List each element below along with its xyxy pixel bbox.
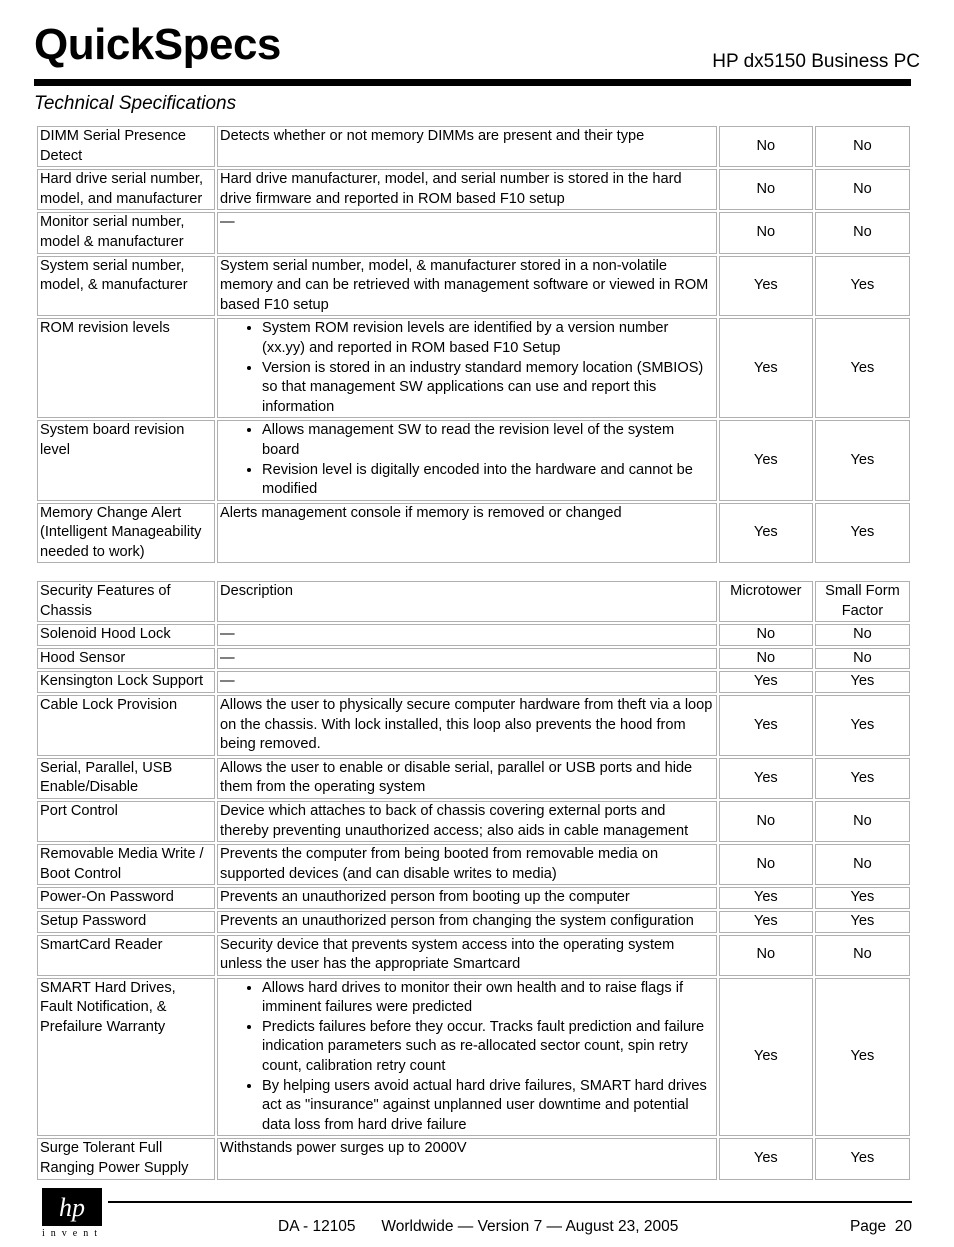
table-row — [37, 758, 910, 799]
header-small-form-factor: Small Form Factor — [815, 581, 910, 622]
small-form-factor-cell: No — [815, 126, 910, 167]
table-row — [37, 648, 910, 670]
bullet-item: • System ROM revision levels are identified by a version number (xx.yy) and reported in ROM based F10 Setup — [262, 319, 714, 358]
table-row — [37, 1138, 910, 1179]
table-row — [37, 844, 910, 885]
bullet-list — [220, 421, 714, 499]
description-cell: — — [217, 212, 717, 253]
header-feature: Security Features of Chassis — [37, 581, 215, 622]
small-form-factor-cell: Yes — [815, 695, 910, 756]
description-cell: — — [217, 648, 717, 670]
description-cell — [217, 420, 717, 500]
microtower-cell: Yes — [719, 671, 813, 693]
document-info: DA - 12105 Worldwide — Version 7 — August 23, 2005 — [278, 1218, 679, 1235]
microtower-cell: Yes — [719, 978, 813, 1137]
bullet-item: • Allows hard drives to monitor their own health and to raise flags if imminent failures were predicted — [262, 979, 714, 1018]
description-cell: Prevents an unauthorized person from booting up the computer — [217, 887, 717, 909]
small-form-factor-cell: No — [815, 648, 910, 670]
description-cell: Withstands power surges up to 2000V — [217, 1138, 717, 1179]
description-cell: Prevents the computer from being booted from removable media on supported devices (and can disable writes to media) — [217, 844, 717, 885]
bullet-item: • Predicts failures before they occur. Tracks fault prediction and failure indication parameters such as re-allocated sector count, spin retry count, calibration retry count — [262, 1018, 714, 1077]
small-form-factor-cell: Yes — [815, 1138, 910, 1179]
microtower-cell: Yes — [719, 695, 813, 756]
description-cell: Device which attaches to back of chassis covering external ports and thereby preventing unauthorized access; also aids in cable management — [217, 801, 717, 842]
hp-logo — [42, 1188, 102, 1226]
feature-cell: Surge Tolerant Full Ranging Power Supply — [37, 1138, 215, 1179]
feature-cell: System serial number, model, & manufacturer — [37, 256, 215, 317]
feature-cell: SmartCard Reader — [37, 935, 215, 976]
feature-cell: Cable Lock Provision — [37, 695, 215, 756]
microtower-cell: No — [719, 126, 813, 167]
table-row — [37, 671, 910, 693]
small-form-factor-cell: Yes — [815, 978, 910, 1137]
feature-cell: Port Control — [37, 801, 215, 842]
feature-cell: System board revision level — [37, 420, 215, 500]
small-form-factor-cell: Yes — [815, 887, 910, 909]
table-row — [37, 695, 910, 756]
microtower-cell: No — [719, 801, 813, 842]
feature-cell: Memory Change Alert (Intelligent Manageability needed to work) — [37, 503, 215, 564]
table-header-row — [37, 581, 910, 622]
description-cell: Allows the user to physically secure computer hardware from theft via a loop on the chassis. With lock installed, this loop also prevents the hood from being removed. — [217, 695, 717, 756]
manageability-table — [35, 124, 912, 565]
bullet-item: • By helping users avoid actual hard drive failures, SMART hard drives act as "insurance" against unplanned user downtime and potential data loss from hard drive failure — [262, 1077, 714, 1136]
description-cell: — — [217, 624, 717, 646]
invent-tagline: invent — [42, 1228, 103, 1239]
small-form-factor-cell: Yes — [815, 671, 910, 693]
small-form-factor-cell: No — [815, 801, 910, 842]
small-form-factor-cell: No — [815, 844, 910, 885]
table-row — [37, 420, 910, 500]
microtower-cell: No — [719, 624, 813, 646]
description-cell: Prevents an unauthorized person from changing the system configuration — [217, 911, 717, 933]
description-cell — [217, 318, 717, 418]
bullet-list — [220, 319, 714, 417]
table-row — [37, 503, 910, 564]
microtower-cell: Yes — [719, 318, 813, 418]
description-cell: Alerts management console if memory is removed or changed — [217, 503, 717, 564]
small-form-factor-cell: No — [815, 169, 910, 210]
microtower-cell: Yes — [719, 887, 813, 909]
security-features-table — [35, 579, 912, 1182]
feature-cell: Serial, Parallel, USB Enable/Disable — [37, 758, 215, 799]
feature-cell: Removable Media Write / Boot Control — [37, 844, 215, 885]
feature-cell: SMART Hard Drives, Fault Notification, & Prefailure Warranty — [37, 978, 215, 1137]
feature-cell: Solenoid Hood Lock — [37, 624, 215, 646]
table-row — [37, 911, 910, 933]
table-row — [37, 169, 910, 210]
description-cell: Security device that prevents system access into the operating system unless the user has the appropriate Smartcard — [217, 935, 717, 976]
small-form-factor-cell: Yes — [815, 503, 910, 564]
microtower-cell: Yes — [719, 1138, 813, 1179]
header-microtower: Microtower — [719, 581, 813, 622]
table-row — [37, 212, 910, 253]
header-rule — [34, 79, 911, 86]
small-form-factor-cell: Yes — [815, 256, 910, 317]
page-number: Page 20 — [849, 1218, 912, 1235]
bullet-list — [220, 979, 714, 1136]
table-row — [37, 318, 910, 418]
feature-cell: DIMM Serial Presence Detect — [37, 126, 215, 167]
microtower-cell: Yes — [719, 758, 813, 799]
table-row — [37, 624, 910, 646]
microtower-cell: No — [719, 648, 813, 670]
feature-cell: Hard drive serial number, model, and manufacturer — [37, 169, 215, 210]
feature-cell: Setup Password — [37, 911, 215, 933]
microtower-cell: No — [719, 844, 813, 885]
table-row — [37, 801, 910, 842]
bullet-item: • Allows management SW to read the revision level of the system board — [262, 421, 714, 460]
feature-cell: Hood Sensor — [37, 648, 215, 670]
table-row — [37, 935, 910, 976]
description-cell: — — [217, 671, 717, 693]
small-form-factor-cell: Yes — [815, 420, 910, 500]
small-form-factor-cell: No — [815, 212, 910, 253]
table-row — [37, 256, 910, 317]
bullet-item: • Version is stored in an industry standard memory location (SMBIOS) so that management SW applications can use and report this information — [262, 359, 714, 418]
microtower-cell: No — [719, 169, 813, 210]
microtower-cell: No — [719, 935, 813, 976]
microtower-cell: Yes — [719, 420, 813, 500]
microtower-cell: Yes — [719, 503, 813, 564]
description-cell: System serial number, model, & manufacturer stored in a non-volatile memory and can be retrieved with management software or viewed in ROM based F10 setup — [217, 256, 717, 317]
bullet-item: • Revision level is digitally encoded into the hardware and cannot be modified — [262, 461, 714, 500]
table-row — [37, 887, 910, 909]
header-description: Description — [217, 581, 717, 622]
feature-cell: ROM revision levels — [37, 318, 215, 418]
section-title: Technical Specifications — [34, 93, 237, 114]
microtower-cell: No — [719, 212, 813, 253]
feature-cell: Monitor serial number, model & manufacturer — [37, 212, 215, 253]
microtower-cell: Yes — [719, 911, 813, 933]
small-form-factor-cell: No — [815, 624, 910, 646]
small-form-factor-cell: No — [815, 935, 910, 976]
feature-cell: Power-On Password — [37, 887, 215, 909]
description-cell — [217, 978, 717, 1137]
brand-title: QuickSpecs — [34, 20, 281, 69]
feature-cell: Kensington Lock Support — [37, 671, 215, 693]
small-form-factor-cell: Yes — [815, 911, 910, 933]
footer-rule — [108, 1201, 912, 1203]
table-row — [37, 126, 910, 167]
product-name: HP dx5150 Business PC — [712, 51, 920, 72]
description-cell: Hard drive manufacturer, model, and serial number is stored in the hard drive firmware and reported in ROM based F10 setup — [217, 169, 717, 210]
small-form-factor-cell: Yes — [815, 758, 910, 799]
table-row — [37, 978, 910, 1137]
microtower-cell: Yes — [719, 256, 813, 317]
description-cell: Allows the user to enable or disable serial, parallel or USB ports and hide them from the operating system — [217, 758, 717, 799]
small-form-factor-cell: Yes — [815, 318, 910, 418]
hp-logo-text: hp — [59, 1193, 85, 1222]
description-cell: Detects whether or not memory DIMMs are present and their type — [217, 126, 717, 167]
